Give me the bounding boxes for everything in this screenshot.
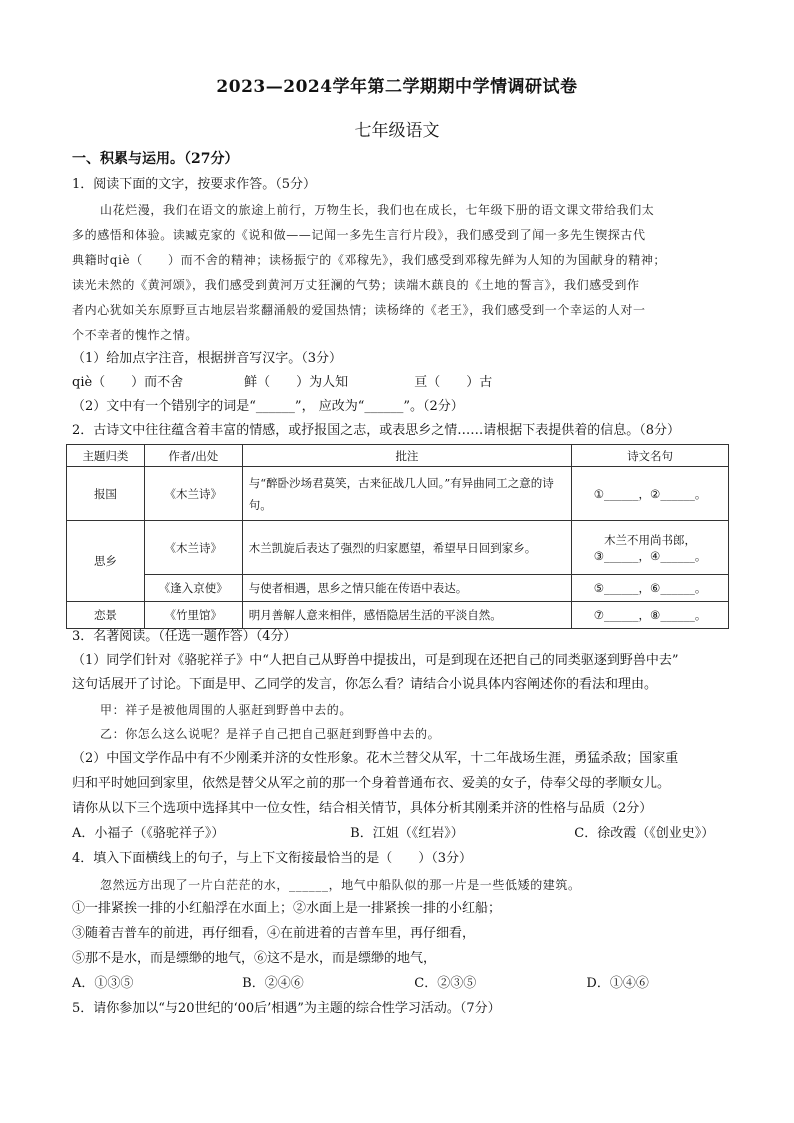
option-b[interactable]: B．江姐（《红岩》） xyxy=(350,826,464,841)
table-header: 批注 xyxy=(242,445,571,467)
pinyin-item: qiè（ ）而不舍 xyxy=(72,375,184,390)
note-cell: 与“醉卧沙场君莫笑，古来征战几人回。”有异曲同工之意的诗句。 xyxy=(242,467,571,521)
note-cell: 与使者相遇，思乡之情只能在传语中表达。 xyxy=(242,575,571,602)
answer-cell[interactable]: ①______，②______。 xyxy=(572,467,729,521)
q3-prompt: 3．名著阅读。（任选一题作答）（4分） xyxy=(72,629,297,644)
answer-line: 木兰不用尚书郎， xyxy=(604,532,697,547)
section-heading: 一、积累与运用。（27分） xyxy=(72,151,239,167)
table-header: 作者/出处 xyxy=(144,445,242,467)
q1-passage-line: 读光未然的《黄河颂》，我们感受到黄河万丈狂澜的气势；读端木蕻良的《土地的誓言》，我们感受到作 xyxy=(72,278,640,292)
q4-choice-line: ①一排紧挨一排的小红船浮在水面上；②水面上是一排紧挨一排的小红船； xyxy=(72,901,502,916)
option-a[interactable]: A．小福子（《骆驼祥子》） xyxy=(72,826,225,841)
option-c[interactable]: C．徐改霞（《创业史》） xyxy=(574,826,715,841)
q4-choice-line: ③随着吉普车的前进，再仔细看，④在前进着的吉普车里，再仔细看， xyxy=(72,926,476,941)
table-header: 主题归类 xyxy=(67,445,145,467)
q1-passage-line: 个不幸者的愧怍之情。 xyxy=(72,328,199,342)
q3-part2-cont: 归和平时她回到家里，依然是替父从军之前的那一个身着普通布衣、爱美的女子，侍奉父母的孝顺女儿。 xyxy=(72,776,671,791)
source-cell: 《竹里馆》 xyxy=(144,602,242,629)
q1-passage-line: 典籍时qiè（ ）而不舍的精神；读杨振宁的《邓稼先》，我们感受到邓稼先鲜为人知的为国献身的精神； xyxy=(72,253,667,267)
q3-student-jia: 甲：祥子是被他周围的人驱赶到野兽中去的。 xyxy=(100,703,353,717)
poem-table xyxy=(66,444,729,629)
note-cell: 木兰凯旋后表达了强烈的归家愿望，希望早日回到家乡。 xyxy=(242,521,571,575)
q4-sentence: 忽然远方出现了一片白茫茫的水，______，地气中船队似的那一片是一些低矮的建筑。 xyxy=(100,878,581,892)
q2-prompt: 2．古诗文中往往蕴含着丰富的情感，或抒报国之志，或表思乡之情……请根据下表提供着的信息。（8分） xyxy=(72,423,681,438)
q3-part1-cont: 这句话展开了讨论。下面是甲、乙同学的发言，你怎么看？请结合小说具体内容阐述你的看法和理由。 xyxy=(72,677,658,692)
source-cell: 《逢入京使》 xyxy=(144,575,242,602)
q1-sub1: （1）给加点字注音，根据拼音写汉字。（3分） xyxy=(72,351,343,366)
table-row xyxy=(67,602,729,629)
q3-options xyxy=(72,825,732,843)
note-cell: 明月善解人意来相伴，感悟隐居生活的平淡自然。 xyxy=(242,602,571,629)
q1-prompt: 1．阅读下面的文字，按要求作答。（5分） xyxy=(72,177,317,192)
option-d[interactable]: D．①④⑥ xyxy=(586,976,649,991)
theme-cell: 报国 xyxy=(67,467,145,521)
option-c[interactable]: C．②③⑤ xyxy=(414,976,477,991)
table-row xyxy=(67,575,729,602)
q5-prompt: 5．请你参加以“与20世纪的‘00后’相遇”为主题的综合性学习活动。（7分） xyxy=(72,1001,501,1016)
theme-cell: 恋景 xyxy=(67,602,145,629)
q1-passage-line: 者内心犹如关东原野亘古地层岩浆翻涌般的爱国热情；读杨绛的《老王》，我们感受到一个幸运的人对一 xyxy=(72,303,646,317)
source-cell: 《木兰诗》 xyxy=(144,521,242,575)
answer-cell[interactable]: ⑤______，⑥______。 xyxy=(572,575,729,602)
source-cell: 《木兰诗》 xyxy=(144,467,242,521)
q4-options xyxy=(72,975,732,993)
exam-subtitle: 七年级语文 xyxy=(354,121,440,141)
table-header: 诗文名句 xyxy=(572,445,729,467)
theme-cell: 思乡 xyxy=(67,521,145,602)
q1-sub2: （2）文中有一个错别字的词是“______”， 应改为“______”。（2分） xyxy=(72,399,464,414)
option-b[interactable]: B．②④⑥ xyxy=(242,976,304,991)
q4-choice-line: ⑤那不是水，而是缥缈的地气，⑥这不是水，而是缥缈的地气， xyxy=(72,951,437,966)
q3-student-yi: 乙：你怎么这么说呢？是祥子自己把自己驱赶到野兽中去的。 xyxy=(100,727,441,741)
option-a[interactable]: A．①③⑤ xyxy=(72,976,134,991)
q4-prompt: 4．填入下面横线上的句子，与上下文衔接最恰当的是（ ）（3分） xyxy=(72,851,473,866)
q3-part2-cont: 请你从以下三个选项中选择其中一位女性，结合相关情节，具体分析其刚柔并济的性格与品质（2分） xyxy=(72,801,653,816)
answer-cell[interactable] xyxy=(572,521,729,575)
q3-part1: （1）同学们针对《骆驼祥子》中“人把自己从野兽中提拔出，可是到现在还把自己的同类驱逐到野兽中去” xyxy=(72,653,679,668)
pinyin-item: 鲜（ ）为人知 xyxy=(244,375,349,390)
pinyin-item: 亘（ ）古 xyxy=(414,375,493,390)
table-row xyxy=(67,521,729,575)
q1-passage-line: 多的感悟和体验。读臧克家的《说和做——记闻一多先生言行片段》，我们感受到了闻一多先生锲探古代 xyxy=(72,228,646,242)
q1-passage-line: 山花烂漫，我们在语文的旅途上前行，万物生长，我们也在成长，七年级下册的语文课文带给我们太 xyxy=(100,203,655,217)
table-row xyxy=(67,467,729,521)
q3-part2: （2）中国文学作品中有不少刚柔并济的女性形象。花木兰替父从军，十二年战场生涯，勇猛杀敌；国家重 xyxy=(72,751,679,766)
answer-line: ③______，④______。 xyxy=(593,548,707,563)
q1-sub1-items xyxy=(72,374,732,392)
exam-title: 2023—2024学年第二学期期中学情调研试卷 xyxy=(216,77,578,97)
answer-cell[interactable]: ⑦______，⑧______。 xyxy=(572,602,729,629)
